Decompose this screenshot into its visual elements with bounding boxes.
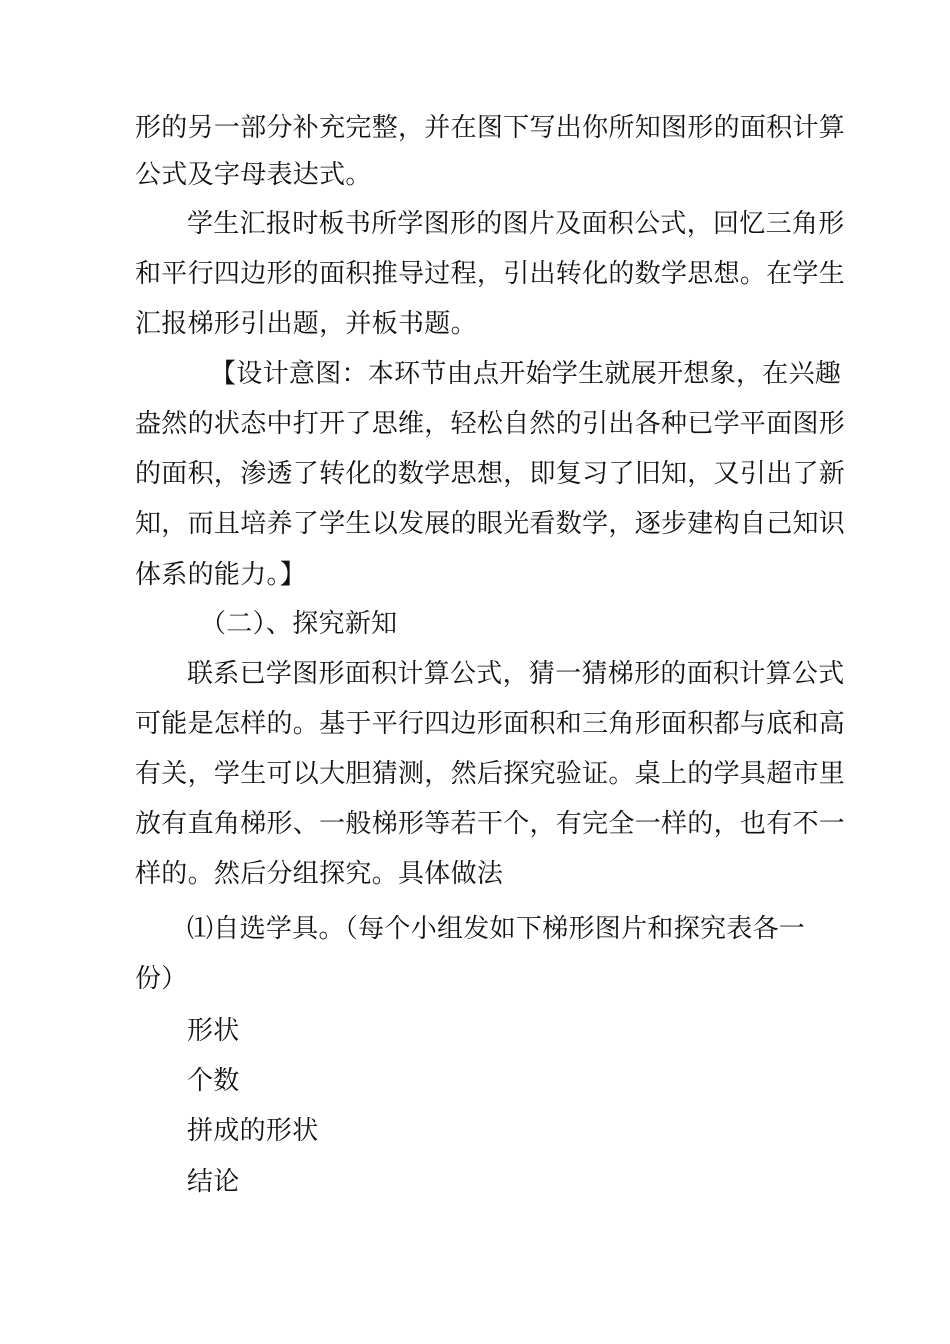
- table-label: 形状: [187, 1016, 240, 1046]
- paragraph-line: 盎然的状态中打开了思维，轻松自然的引出各种已学平面图形: [135, 409, 846, 439]
- paragraph-line: 放有直角梯形、一般梯形等若干个，有完全一样的，也有不一: [135, 809, 846, 839]
- paragraph-line: 的面积，渗透了转化的数学思想，即复习了旧知，又引出了新: [135, 459, 846, 489]
- paragraph-line: 体系的能力。】: [135, 560, 307, 590]
- paragraph-line: 有关，学生可以大胆猜测，然后探究验证。桌上的学具超市里: [135, 759, 846, 789]
- paragraph-line: 公式及字母表达式。: [135, 160, 372, 190]
- paragraph-line: 【设计意图：本环节由点开始学生就展开想象，在兴趣: [210, 359, 842, 389]
- paragraph-line: 学生汇报时板书所学图形的图片及面积公式，回忆三角形: [187, 209, 845, 239]
- paragraph-line: 形的另一部分补充完整，并在图下写出你所知图形的面积计算: [135, 113, 846, 143]
- table-label: 结论: [187, 1167, 240, 1197]
- paragraph-line: 和平行四边形的面积推导过程，引出转化的数学思想。在学生: [135, 259, 846, 289]
- paragraph-line: 样的。然后分组探究。具体做法: [135, 859, 504, 889]
- paragraph-line: 联系已学图形面积计算公式，猜一猜梯形的面积计算公式: [187, 659, 845, 689]
- table-label: 个数: [187, 1066, 240, 1096]
- paragraph-line: ⑴自选学具。（每个小组发如下梯形图片和探究表各一: [187, 914, 806, 944]
- paragraph-line: 可能是怎样的。基于平行四边形面积和三角形面积都与底和高: [135, 709, 846, 739]
- paragraph-line: 份）: [135, 964, 188, 994]
- table-label: 拼成的形状: [187, 1116, 319, 1146]
- paragraph-line: 知，而且培养了学生以发展的眼光看数学，逐步建构自己知识: [135, 509, 846, 539]
- paragraph-line: 汇报梯形引出题，并板书题。: [135, 309, 477, 339]
- section-heading: （二）、探究新知: [200, 609, 398, 639]
